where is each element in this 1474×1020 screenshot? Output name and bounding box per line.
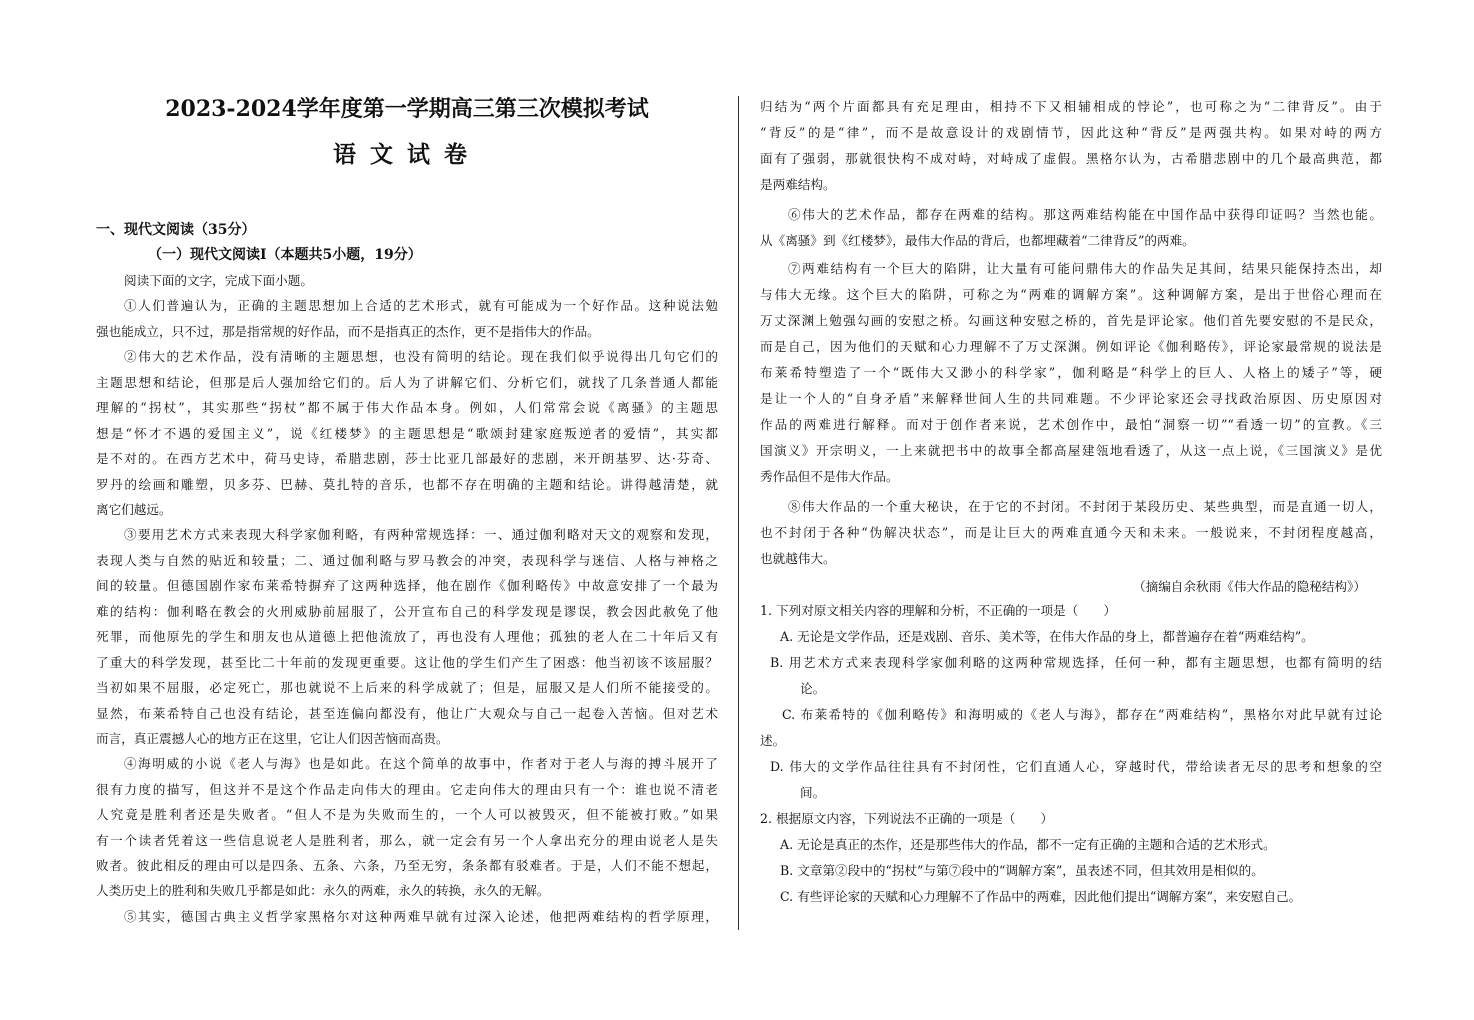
question-1-option-c-cont: 述。 xyxy=(760,733,786,748)
text-line: 国演义》开宗明义，一上来就把书中的故事全都高屋建瓴地看透了，从这一点上说，《三国演义》是优 xyxy=(760,443,1382,458)
question-1-stem: 1. 下列对原文相关内容的理解和分析，不正确的一项是（ ） xyxy=(760,603,1117,618)
text-line: ③要用艺术方式来表现大科学家伽利略，有两种常规选择：一、通过伽利略对天文的观察和发现， xyxy=(124,527,718,542)
text-line: 是不对的。在西方艺术中，荷马史诗，希腊悲剧，莎士比亚几部最好的悲剧，米开朗基罗、达·芬奇、 xyxy=(96,451,718,466)
text-line: 人究竟是胜利者还是失败者。“但人不是为失败而生的，一个人可以被毁灭，但不能被打败。”如果 xyxy=(96,807,718,822)
question-1-option-c[interactable]: C. 布莱希特的《伽利略传》和海明威的《老人与海》，都存在“两难结构”，黑格尔对此早就有过论 xyxy=(782,707,1382,722)
exam-subtitle: 语文试卷 xyxy=(333,141,481,168)
text-line: ⑥伟大的艺术作品，都存在两难的结构。那这两难结构能在中国作品中获得印证吗？当然也能。 xyxy=(788,207,1382,222)
text-line: ①人们普遍认为，正确的主题思想加上合适的艺术形式，就有可能成为一个好作品。这种说法勉 xyxy=(124,298,718,313)
text-line: 万丈深渊上勉强勾画的安慰之桥。勾画这种安慰之桥的，首先是评论家。他们首先要安慰的不是民众， xyxy=(760,313,1382,328)
text-line: 间的较量。但德国剧作家布莱希特摒弃了这两种选择，他在剧作《伽利略传》中故意安排了一个最为 xyxy=(96,578,718,593)
text-line: 表现人类与自然的贴近和较量；二、通过伽利略与罗马教会的冲突，表现科学与迷信、人格与神格之 xyxy=(96,553,718,568)
question-1-option-b-cont: 论。 xyxy=(800,681,826,696)
question-2-stem: 2. 根据原文内容，下列说法不正确的一项是（ ） xyxy=(760,811,1054,826)
text-line: 面有了强弱，那就很快构不成对峙，对峙成了虚假。黑格尔认为，古希腊悲剧中的几个最高典范，都 xyxy=(760,151,1382,166)
exam-title: 2023-2024学年度第一学期高三第三次模拟考试 xyxy=(165,96,649,122)
text-line: 而言，真正震撼人心的地方正在这里，它让人们因苦恼而高贵。 xyxy=(96,731,449,746)
text-line: 是让一个人的“自身矛盾”来解释世间人生的共同难题。不少评论家还会寻找政治原因、历史原因对 xyxy=(760,391,1382,406)
text-line: 是两难结构。 xyxy=(760,177,836,192)
text-line: ④海明威的小说《老人与海》也是如此。在这个简单的故事中，作者对于老人与海的搏斗展开了 xyxy=(124,756,718,771)
text-line: 想是“怀才不遇的爱国主义”，说《红楼梦》的主题思想是“歌颂封建家庭叛逆者的爱情”，其实都 xyxy=(96,426,718,441)
text-line: ⑤其实，德国古典主义哲学家黑格尔对这种两难早就有过深入论述，他把两难结构的哲学原理， xyxy=(124,909,718,924)
text-line: 而是自己，因为他们的天赋和心力理解不了万丈深渊。例如评论《伽利略传》，评论家最常规的说法是 xyxy=(760,339,1382,354)
text-line: 难的结构：伽利略在教会的火刑威胁前屈服了，公开宣布自己的科学发现是谬误，教会因此赦免了他 xyxy=(96,604,718,619)
text-line: 主题思想和结论，但那是后人强加给它们的。后人为了讲解它们、分析它们，就找了几条普通人都能 xyxy=(96,375,718,390)
question-1-option-d[interactable]: D. 伟大的文学作品往往具有不封闭性，它们直通人心，穿越时代，带给读者无尽的思考和想象的空 xyxy=(770,759,1382,774)
text-line: 与伟大无缘。这个巨大的陷阱，可称之为“两难的调解方案”。这种调解方案，是出于世俗心理而在 xyxy=(760,287,1382,302)
text-line: 人类历史上的胜利和失败几乎都是如此：永久的两难，永久的转换，永久的无解。 xyxy=(96,883,550,898)
text-line: 也就越伟大。 xyxy=(760,551,836,566)
text-line: 理解的“拐杖”，其实那些“拐杖”都不属于伟大作品本身。例如，人们常常会说《离骚》的主题思 xyxy=(96,400,718,415)
text-line: 有一个读者凭着这一些信息说老人是胜利者，那么，就一定会有另一个人拿出充分的理由说老人是失 xyxy=(96,833,718,848)
text-line: 当初如果不屈服，必定死亡，那也就说不上后来的科学成就了；但是，屈服又是人们所不能接受的。 xyxy=(96,680,718,695)
citation: （摘编自余秋雨《伟大作品的隐秘结构》） xyxy=(1133,579,1366,594)
question-1-option-d-cont: 间。 xyxy=(800,785,826,800)
instruction: 阅读下面的文字，完成下面小题。 xyxy=(124,273,313,288)
text-line: 作品的两难进行解释。而对于创作者来说，艺术创作中，最怕“洞察一切”“看透一切”的宣教。《三 xyxy=(760,417,1382,432)
text-line: 归结为“两个片面都具有充足理由，相持不下又相辅相成的悖论”，也可称之为“二律背反”。由于 xyxy=(760,99,1382,114)
question-2-option-b[interactable]: B. 文章第②段中的“拐杖”与第⑦段中的“调解方案”，虽表述不同，但其效用是相似的。 xyxy=(780,863,1264,878)
text-line: 秀作品但不是伟大作品。 xyxy=(760,469,899,484)
text-line: 强也能成立，只不过，那是指常规的好作品，而不是指真正的杰作，更不是指伟大的作品。 xyxy=(96,324,600,339)
text-line: 显然，布莱希特自己也没有结论，甚至连偏向都没有，他让广大观众与自己一起卷入苦恼。但对艺术 xyxy=(96,706,718,721)
text-line: “背反”的是“律”，而不是故意设计的戏剧情节，因此这种“背反”是两强共构。如果对峙的两方 xyxy=(760,125,1382,140)
sub-heading: （一）现代文阅读Ⅰ（本题共5小题，19分） xyxy=(148,247,422,263)
question-1-option-b[interactable]: B. 用艺术方式来表现科学家伽利略的这两种常规选择，任何一种，都有主题思想，也都有简明的结 xyxy=(770,655,1382,670)
text-line: 也不封闭于各种“伪解决状态”，而是让巨大的两难直通今天和未来。一般说来，不封闭程度越高， xyxy=(760,525,1382,540)
text-line: 败者。彼此相反的理由可以是四条、五条、六条，乃至无穷，条条都有驳难者。于是，人们不能不想起， xyxy=(96,858,718,873)
section-heading: 一、现代文阅读（35分） xyxy=(96,222,256,238)
question-1-option-a[interactable]: A. 无论是文学作品，还是戏剧、音乐、美术等，在伟大作品的身上，都普遍存在着“两难结构”。 xyxy=(780,629,1314,644)
text-line: ⑧伟大作品的一个重大秘诀，在于它的不封闭。不封闭于某段历史、某些典型，而是直通一切人， xyxy=(788,499,1382,514)
text-line: 死罪，而他原先的学生和朋友也从道德上把他流放了，再也没有人理他；孤独的老人在二十年后又有 xyxy=(96,629,718,644)
text-line: 了重大的科学发现，甚至比二十年前的发现更重要。这让他的学生们产生了困惑：他当初该不该屈服？ xyxy=(96,655,718,670)
text-line: ②伟大的艺术作品，没有清晰的主题思想，也没有简明的结论。现在我们似乎说得出几句它们的 xyxy=(124,349,718,364)
text-line: ⑦两难结构有一个巨大的陷阱，让大量有可能问鼎伟大的作品失足其间，结果只能保持杰出，却 xyxy=(788,261,1382,276)
text-line: 罗丹的绘画和雕塑，贝多芬、巴赫、莫扎特的音乐，也都不存在明确的主题和结论。讲得越清楚，就 xyxy=(96,477,718,492)
question-2-option-c[interactable]: C. 有些评论家的天赋和心力理解不了作品中的两难，因此他们提出“调解方案”，来安慰自己。 xyxy=(780,889,1302,904)
question-2-option-a[interactable]: A. 无论是真正的杰作，还是那些伟大的作品，都不一定有正确的主题和合适的艺术形式。 xyxy=(780,837,1276,852)
text-line: 离它们越远。 xyxy=(96,502,172,517)
text-line: 布莱希特塑造了一个“既伟大又渺小的科学家”，伽利略是“科学上的巨人、人格上的矮子”等，硬 xyxy=(760,365,1382,380)
column-divider xyxy=(738,96,739,930)
text-line: 很有力度的描写，但这并不是这个作品走向伟大的理由。它走向伟大的理由只有一个：谁也说不清老 xyxy=(96,782,718,797)
text-line: 从《离骚》到《红楼梦》，最伟大作品的背后，也都埋藏着“二律背反”的两难。 xyxy=(760,233,1195,248)
